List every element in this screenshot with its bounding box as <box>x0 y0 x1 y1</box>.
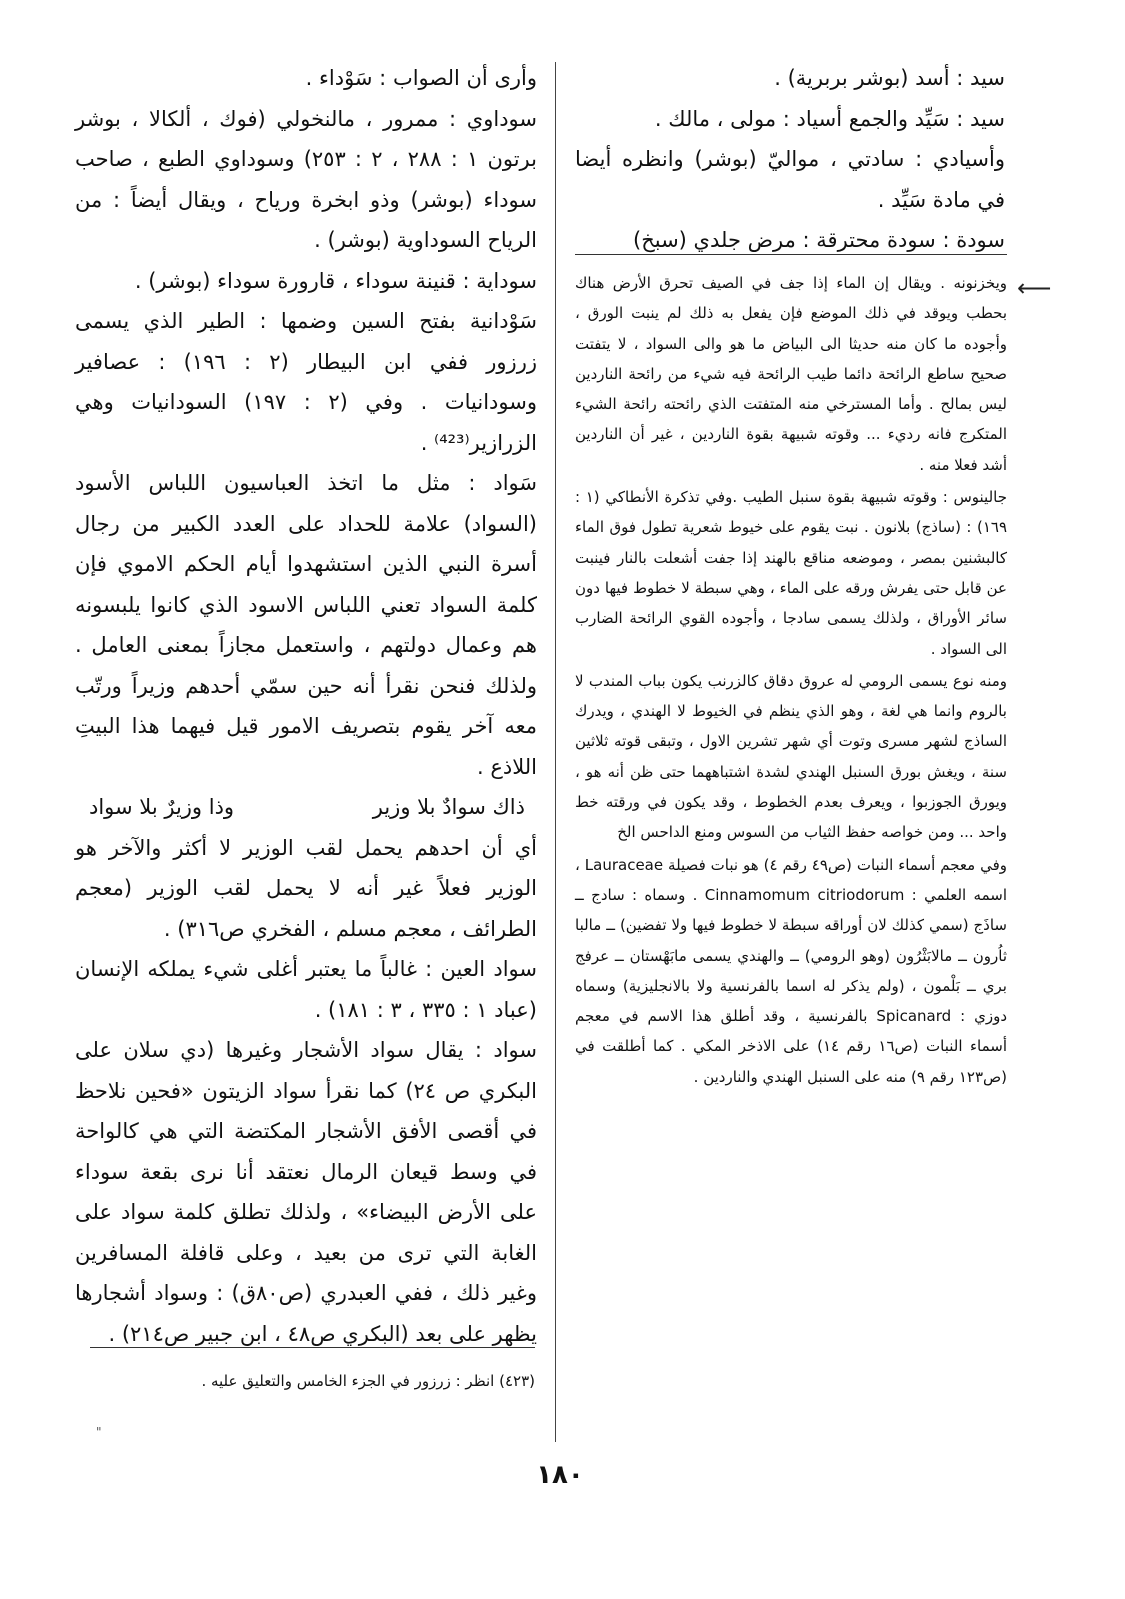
entry-sawda-correction: وأرى أن الصواب : سَوْداء . <box>305 66 537 90</box>
continuation-arrow-icon: ⟵ <box>1017 274 1052 302</box>
page-number: ١٨٠ <box>536 1460 584 1490</box>
entry-sawdaya: سوداية : قنينة سوداء ، قارورة سوداء (بوشر) . <box>134 268 537 293</box>
right-notes <box>575 268 1007 1092</box>
verse-second-hemistich: وذا وزيرٌ بلا سواد <box>89 795 235 819</box>
footnote: (٤٢٣) انظر : زرزور في الجزء الخامس والتعليق عليه . <box>201 1372 535 1390</box>
verse-line <box>75 787 537 828</box>
entry-sayyid-master: سيد : سَيِّد والجمع أسياد : مولى ، مالك . <box>654 106 1005 131</box>
entry-sawad-al-ayn: سواد العين : غالباً ما يعتبر أغلى شيء يملكه الإنسان (عباد ١ : ٣٣٥ ، ٣ : ١٨١) . <box>75 957 537 1022</box>
entry-sawad-trees: سواد : يقال سواد الأشجار وغيرها (دي سلان على البكري ص ٢٤) كما نقرأ سواد الزيتون «فحين نلاحظ في أقصى الأفق الأشجار المكتضة التي هي كالواحة في وسط قيعان الرمال نعتقد أنا نرى بقعة سوداء على الأرض البيضاء» ، ولذلك تطلق كلمة سواد على الغابة التي ترى من بعيد ، وعلى قافلة المسافرين وغير ذلك ، ففي العبدري (ص٨٠ق) : وسواد أشجارها يظهر على بعد (البكري ص٤٨ ، ابن جبير ص٢١٤) . <box>75 1038 537 1346</box>
note-paragraph: ومنه نوع يسمى الرومي له عروق دقاق كالزرنب يكون بباب المندب لا بالروم وانما هي لغة ، وهو الذي ينظم في الخيوط لا الهندي ، ويدرك الساذج لشهر مسرى وتوت أي شهر تشرين الاول ، وتبقى قوته ثلاثين سنة ، ويغش بورق السنبل الهندي لشدة اشتباههما حتى ظن أنه هو ، ويورق الجوزبوا ، ويعرف بعدم الخطوط ، وقد يكون في ورقته خط واحد ... ومن خواصه حفظ الثياب من السوس ومنع الداحس الخ <box>575 671 1007 842</box>
left-column <box>75 58 537 1354</box>
verse-first-hemistich: ذاك سوادٌ بلا وزير <box>372 795 525 819</box>
entry-sawdawi: سوداوي : ممرور ، مالنخولي (فوك ، ألكالا ، بوشر برتون ١ : ٢٨٨ ، ٢ : ٢٥٣) وسوداوي الطبع ، صاحب سوداء (بوشر) وذو ابخرة ورياح ، ويقال أيضاً : من الرياح السوداوية (بوشر) . <box>75 106 537 252</box>
entry-sayyid-lion: سيد : أسد (بوشر بربرية) . <box>774 66 1005 90</box>
right-column <box>575 58 1005 261</box>
note-paragraph: وفي معجم أسماء النبات (ص٤٩ رقم ٤) هو نبات فصيلة Lauraceae ، اسمه العلمي : Cinnamomum citriodorum . وسماه : سادج ــ ساذَج (سمي كذلك لان أوراقه سبطة لا خطوط فيها ولا تفضين) ــ مالبا ثاُرون ــ مالابَثْرُون (وهو الرومي) ــ والهندي يسمى مابَهْستان ــ عرفج بري ــ بَلْمون ، (ولم يذكر له اسما بالفرنسية ولا بالانجليزية) وسماه دوزي : Spicanard بالفرنسية ، وقد أطلق هذا الاسم في معجم أسماء النبات (ص١٦ رقم ١٤) على الاذخر المكي . كما أطلقت في (ص١٢٣ رقم ٩) منه على السنبل الهندي والناردين . <box>575 855 1007 1086</box>
note-paragraph: جالينوس : وقوته شبيهة بقوة سنبل الطيب .وفي تذكرة الأنطاكي (١ : ١٦٩) : (ساذج) بلانون . نبت يقوم على خيوط شعرية تطول فوق الماء كالبشنين بمصر ، وموضعه مناقع بالهند إذا جفت أشعلت بالنار فينبت عن قابل حتى يفرش ورقه على الماء ، وهي سبطة لا خطوط فيها دون سائر الأوراق ، ولذلك يسمى سادجا ، وأجوده القوي الرائحة الضارب الى السواد . <box>575 488 1007 658</box>
footnote-divider <box>90 1347 535 1348</box>
entry-sawda: سودة : سودة محترقة : مرض جلدي (سبخ) <box>633 228 1005 252</box>
entry-explanation: أي أن احدهم يحمل لقب الوزير لا أكثر والآخر هو الوزير فعلاً غير أنه لا يحمل لقب الوزير (معجم الطرائف ، معجم مسلم ، الفخري ص٣١٦) . <box>75 835 537 941</box>
entry-asyadi: وأسيادي : سادتي ، مواليّ (بوشر) وانظره أيضا في مادة سَيِّد . <box>575 147 1005 212</box>
note-paragraph: ويخزنونه . ويقال إن الماء إذا جف في الصيف تحرق الأرض هناك بحطب ويوقد في ذلك الموضع فإن يفعل به ذلك لم ينبت الورق ، وأجوده ما كان منه حديثا الى البياض ما هو والى السواد ، لا يتفتت صحيح ساطع الرائحة دائما طيب الرائحة فيه شيء من رائحة الناردين ليس بمالح . وأما المسترخي منه المتفتت الذي رائحته رائحة الشيء المتكرج فانه رديء ... وقوته شبيهة بقوة الناردين ، غير أن الناردين أشد فعلا منه . <box>575 274 1007 474</box>
entry-sawad: سَواد : مثل ما اتخذ العباسيون اللباس الأسود (السواد) علامة للحداد على العدد الكبير من رجال أسرة النبي الذين استشهدوا أيام الحكم الاموي فإن كلمة السواد تعني اللباس الاسود الذي كانوا يلبسونه هم وعمال دولتهم ، واستعمل مجازاً بمعنى العامل . ولذلك فنحن نقرأ أنه حين سمّي أحدهم وزيراً ورتّب معه آخر يقوم بتصريف الامور قيل فيهما هذا البيتِ اللاذع . <box>75 471 537 779</box>
margin-mark: " <box>96 1425 102 1439</box>
entry-sawdaniya: سَوْدانية بفتح السين وضمها : الطير الذي يسمى زرزور ففي ابن البيطار (٢ : ١٩٦) : عصافير وسودانيات . وفي (٢ : ١٩٧) السودانيات وهي الزرازير⁽⁴²³⁾ . <box>75 309 537 455</box>
right-notes-divider <box>575 254 1007 255</box>
column-divider <box>555 62 556 1442</box>
